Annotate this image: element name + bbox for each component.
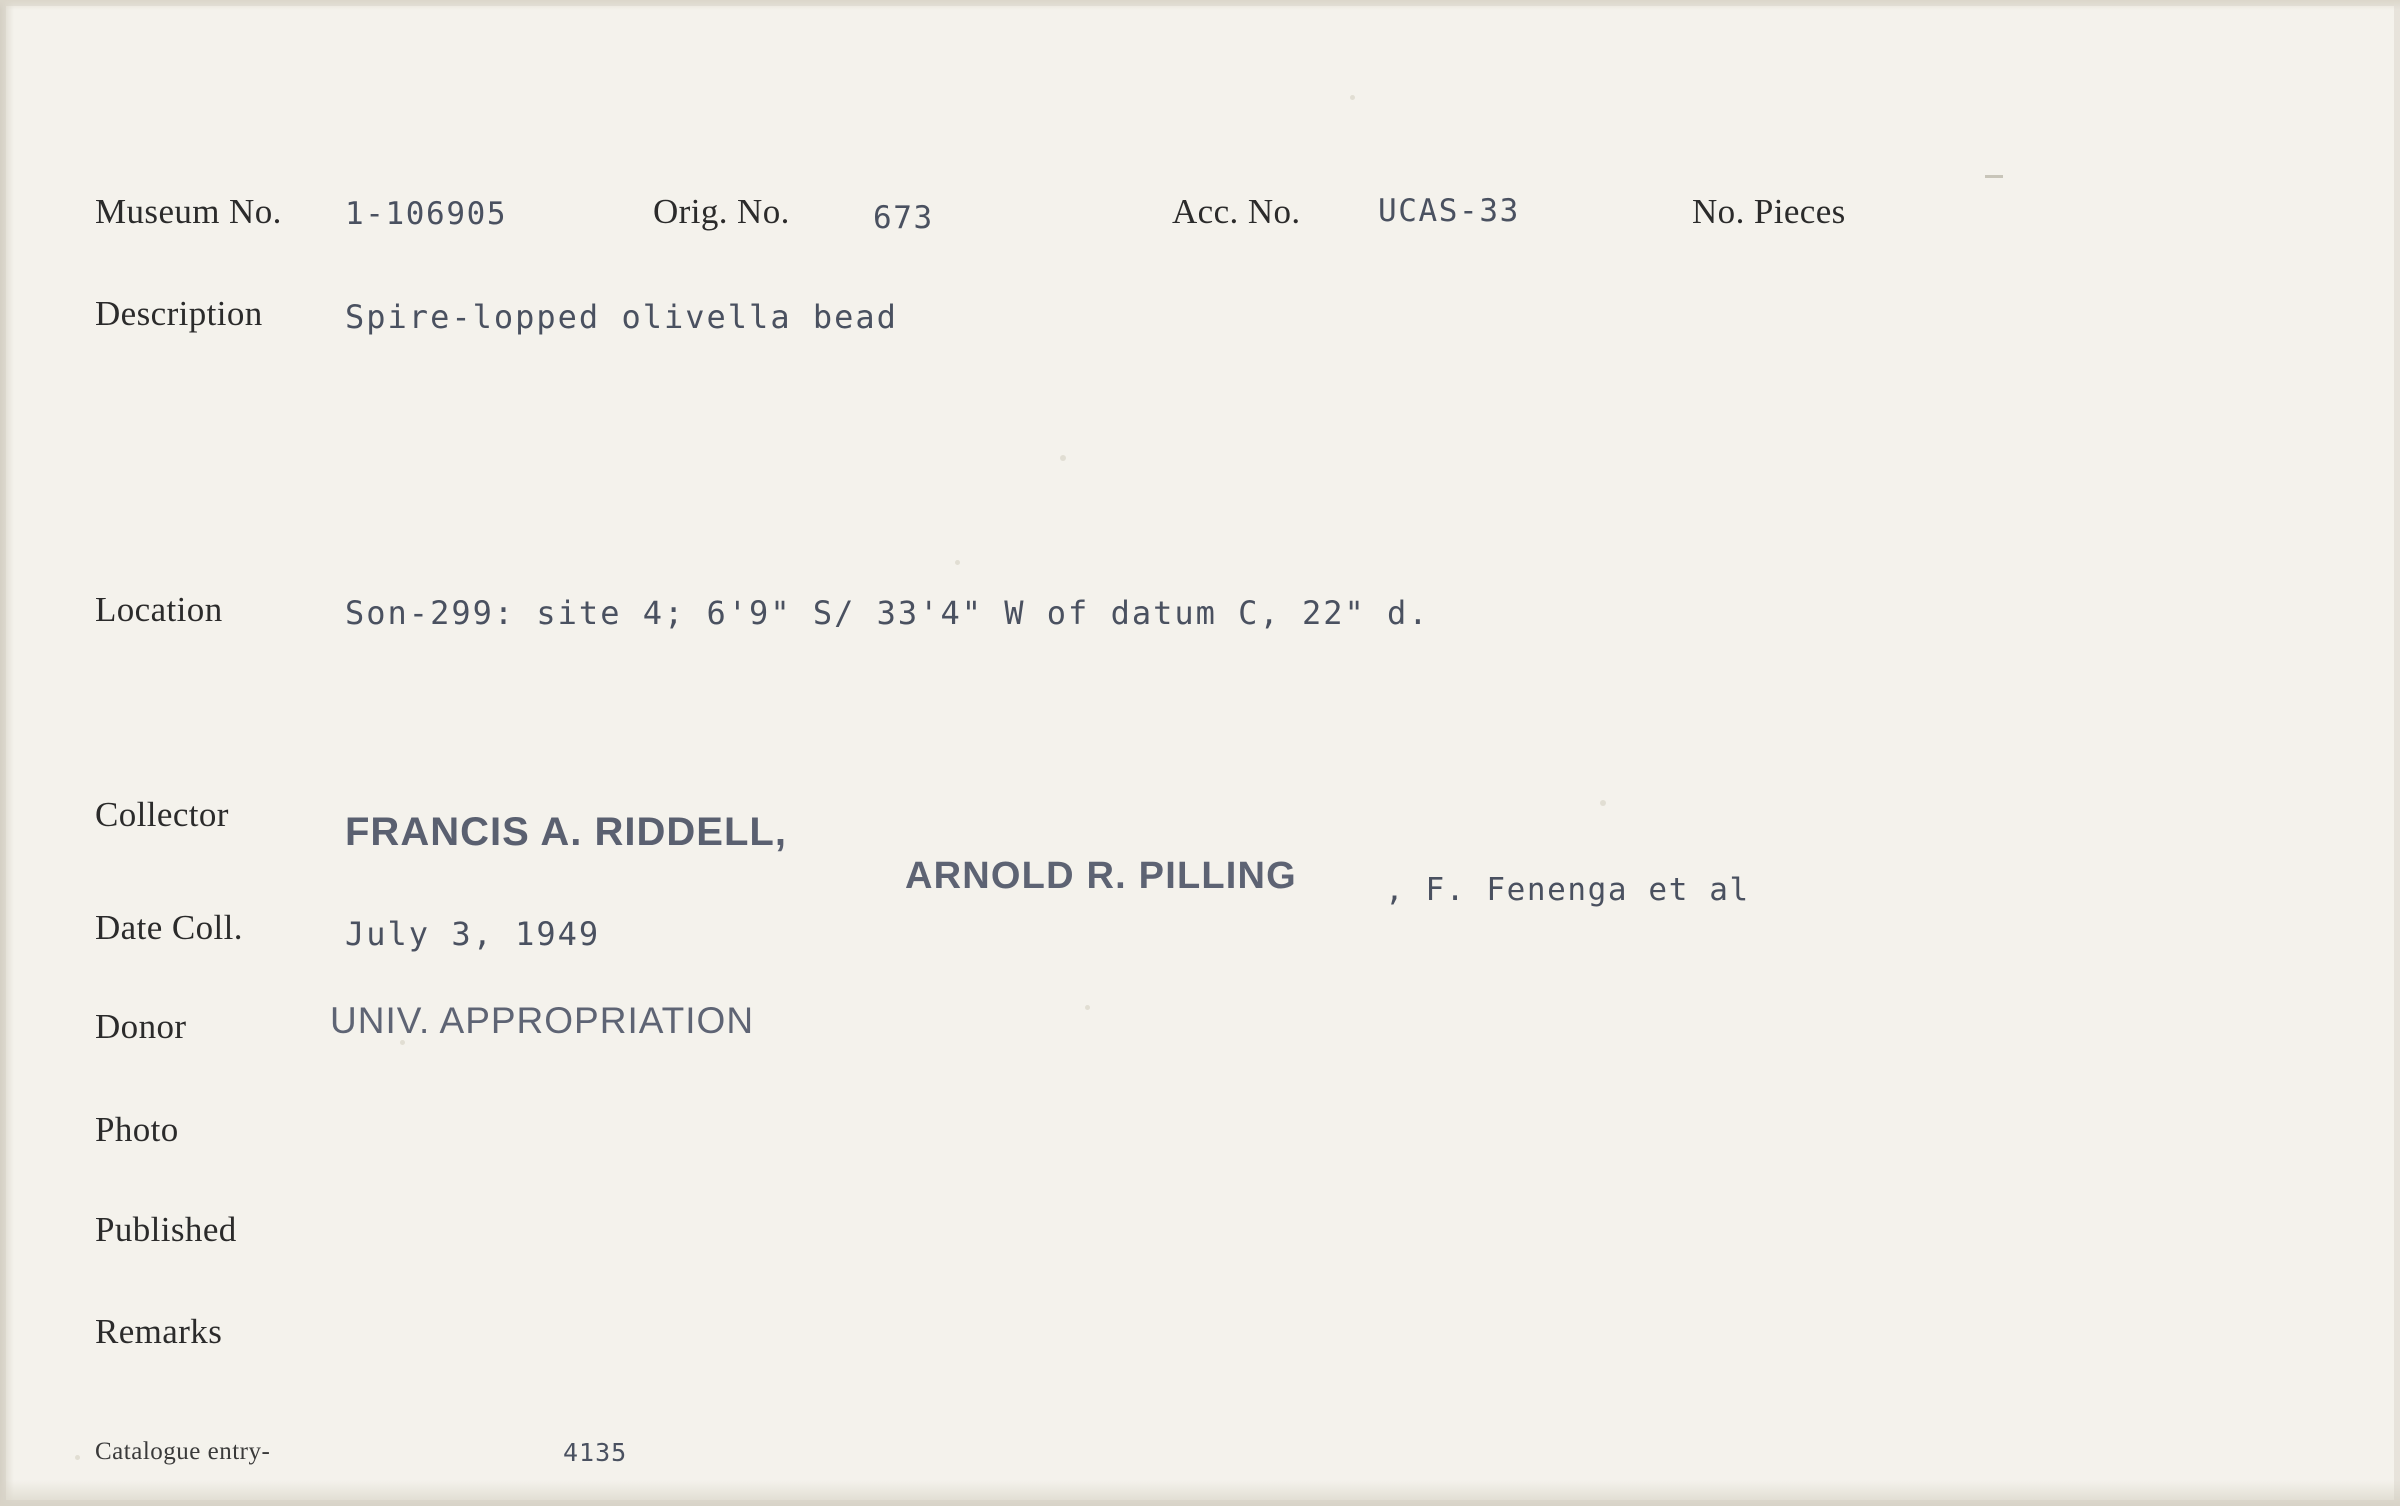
value-collector-secondary: ARNOLD R. PILLING (905, 855, 1297, 897)
scan-artifact-speck (1350, 95, 1355, 100)
value-collector-primary: FRANCIS A. RIDDELL, (345, 810, 787, 854)
label-photo: Photo (95, 1110, 179, 1149)
label-museum-no: Museum No. (95, 192, 282, 231)
label-acc-no: Acc. No. (1172, 192, 1301, 231)
scan-artifact-speck (1085, 1005, 1090, 1010)
label-orig-no: Orig. No. (653, 192, 790, 231)
label-no-pieces: No. Pieces (1692, 192, 1846, 231)
value-location: Son-299: site 4; 6'9" S/ 33'4" W of datum C, 22" d. (345, 594, 1430, 632)
value-donor: UNIV. APPROPRIATION (330, 1000, 755, 1041)
label-donor: Donor (95, 1007, 187, 1046)
scan-edge-left (0, 0, 14, 1506)
scan-artifact-speck (1600, 800, 1606, 806)
label-date-coll: Date Coll. (95, 908, 243, 947)
value-date-coll: July 3, 1949 (345, 915, 601, 953)
label-published: Published (95, 1210, 237, 1249)
value-description: Spire-lopped olivella bead (345, 298, 898, 336)
label-description: Description (95, 294, 263, 333)
scan-artifact-speck (1060, 455, 1066, 461)
label-collector: Collector (95, 795, 229, 834)
scan-edge-top (0, 0, 2400, 10)
label-location: Location (95, 590, 223, 629)
label-remarks: Remarks (95, 1312, 223, 1351)
value-museum-no: 1-106905 (345, 196, 508, 232)
value-collector-tertiary: , F. Fenenga et al (1385, 872, 1750, 908)
label-catalogue-entry: Catalogue entry- (95, 1438, 271, 1465)
value-catalogue-number: 4135 (563, 1438, 628, 1467)
scan-artifact-tick (1985, 175, 2003, 178)
scan-artifact-speck (75, 1455, 80, 1460)
value-acc-no: UCAS-33 (1378, 193, 1520, 229)
scan-artifact-speck (955, 560, 960, 565)
value-orig-no: 673 (873, 200, 934, 236)
scan-edge-bottom (0, 1480, 2400, 1506)
